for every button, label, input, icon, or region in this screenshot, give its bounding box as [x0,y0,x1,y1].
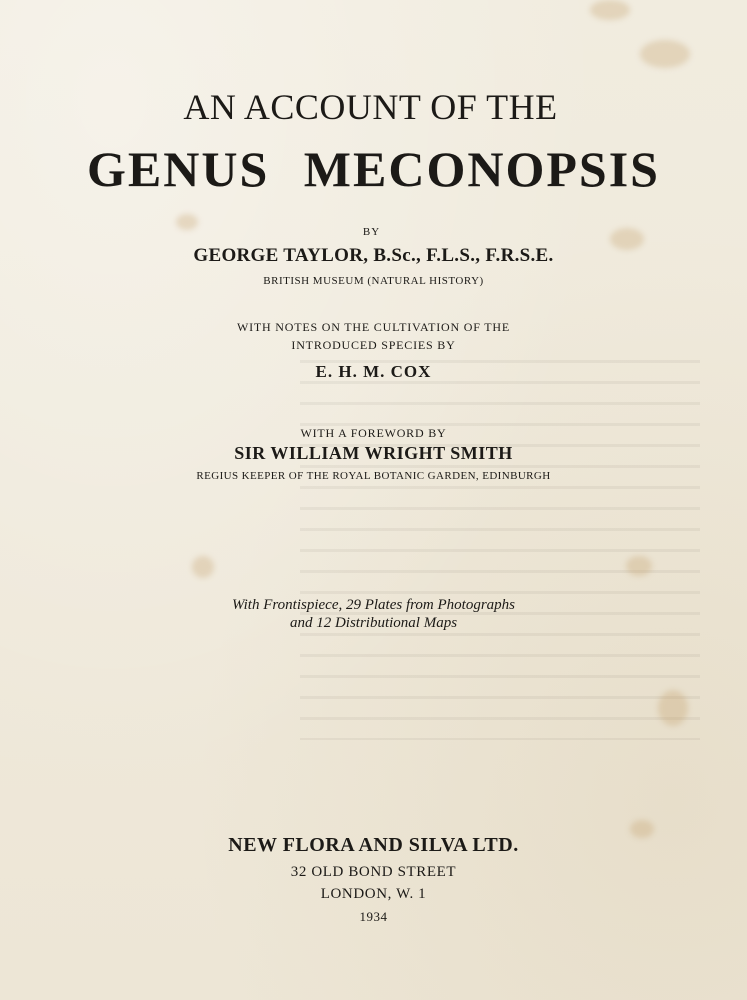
notes-author: E. H. M. COX [315,362,432,381]
publisher-address-line-1: 32 OLD BOND STREET [290,864,457,880]
author-name: GEORGE TAYLOR, B.Sc., F.L.S., F.R.S.E. [193,245,554,266]
title-line-1: AN ACCOUNT OF THE [183,87,558,127]
publication-year: 1934 [359,909,388,924]
by-label: BY [362,226,381,238]
foreword-author: SIR WILLIAM WRIGHT SMITH [234,443,513,463]
foxing-spot [626,556,652,576]
publisher-name: NEW FLORA AND SILVA LTD. [228,834,519,856]
illustrations-line-1: With Frontispiece, 29 Plates from Photographs [231,597,516,613]
illustrations-line-2: and 12 Distributional Maps [289,615,458,631]
foreword-affiliation: REGIUS KEEPER OF THE ROYAL BOTANIC GARDEN, EDINBURGH [196,470,551,482]
title-line-2: GENUS MECONOPSIS [87,141,660,197]
foxing-spot [640,40,690,68]
author-affiliation: BRITISH MUSEUM (NATURAL HISTORY) [263,275,484,287]
foreword-label: WITH A FOREWORD BY [300,426,447,440]
foxing-spot [658,690,688,726]
foxing-spot [192,556,214,578]
notes-line-1: WITH NOTES ON THE CULTIVATION OF THE [236,320,510,334]
notes-line-2: INTRODUCED SPECIES BY [291,338,456,352]
foxing-spot [590,0,630,20]
bleed-through-text [300,360,700,740]
publisher-address-line-2: LONDON, W. 1 [320,886,427,902]
